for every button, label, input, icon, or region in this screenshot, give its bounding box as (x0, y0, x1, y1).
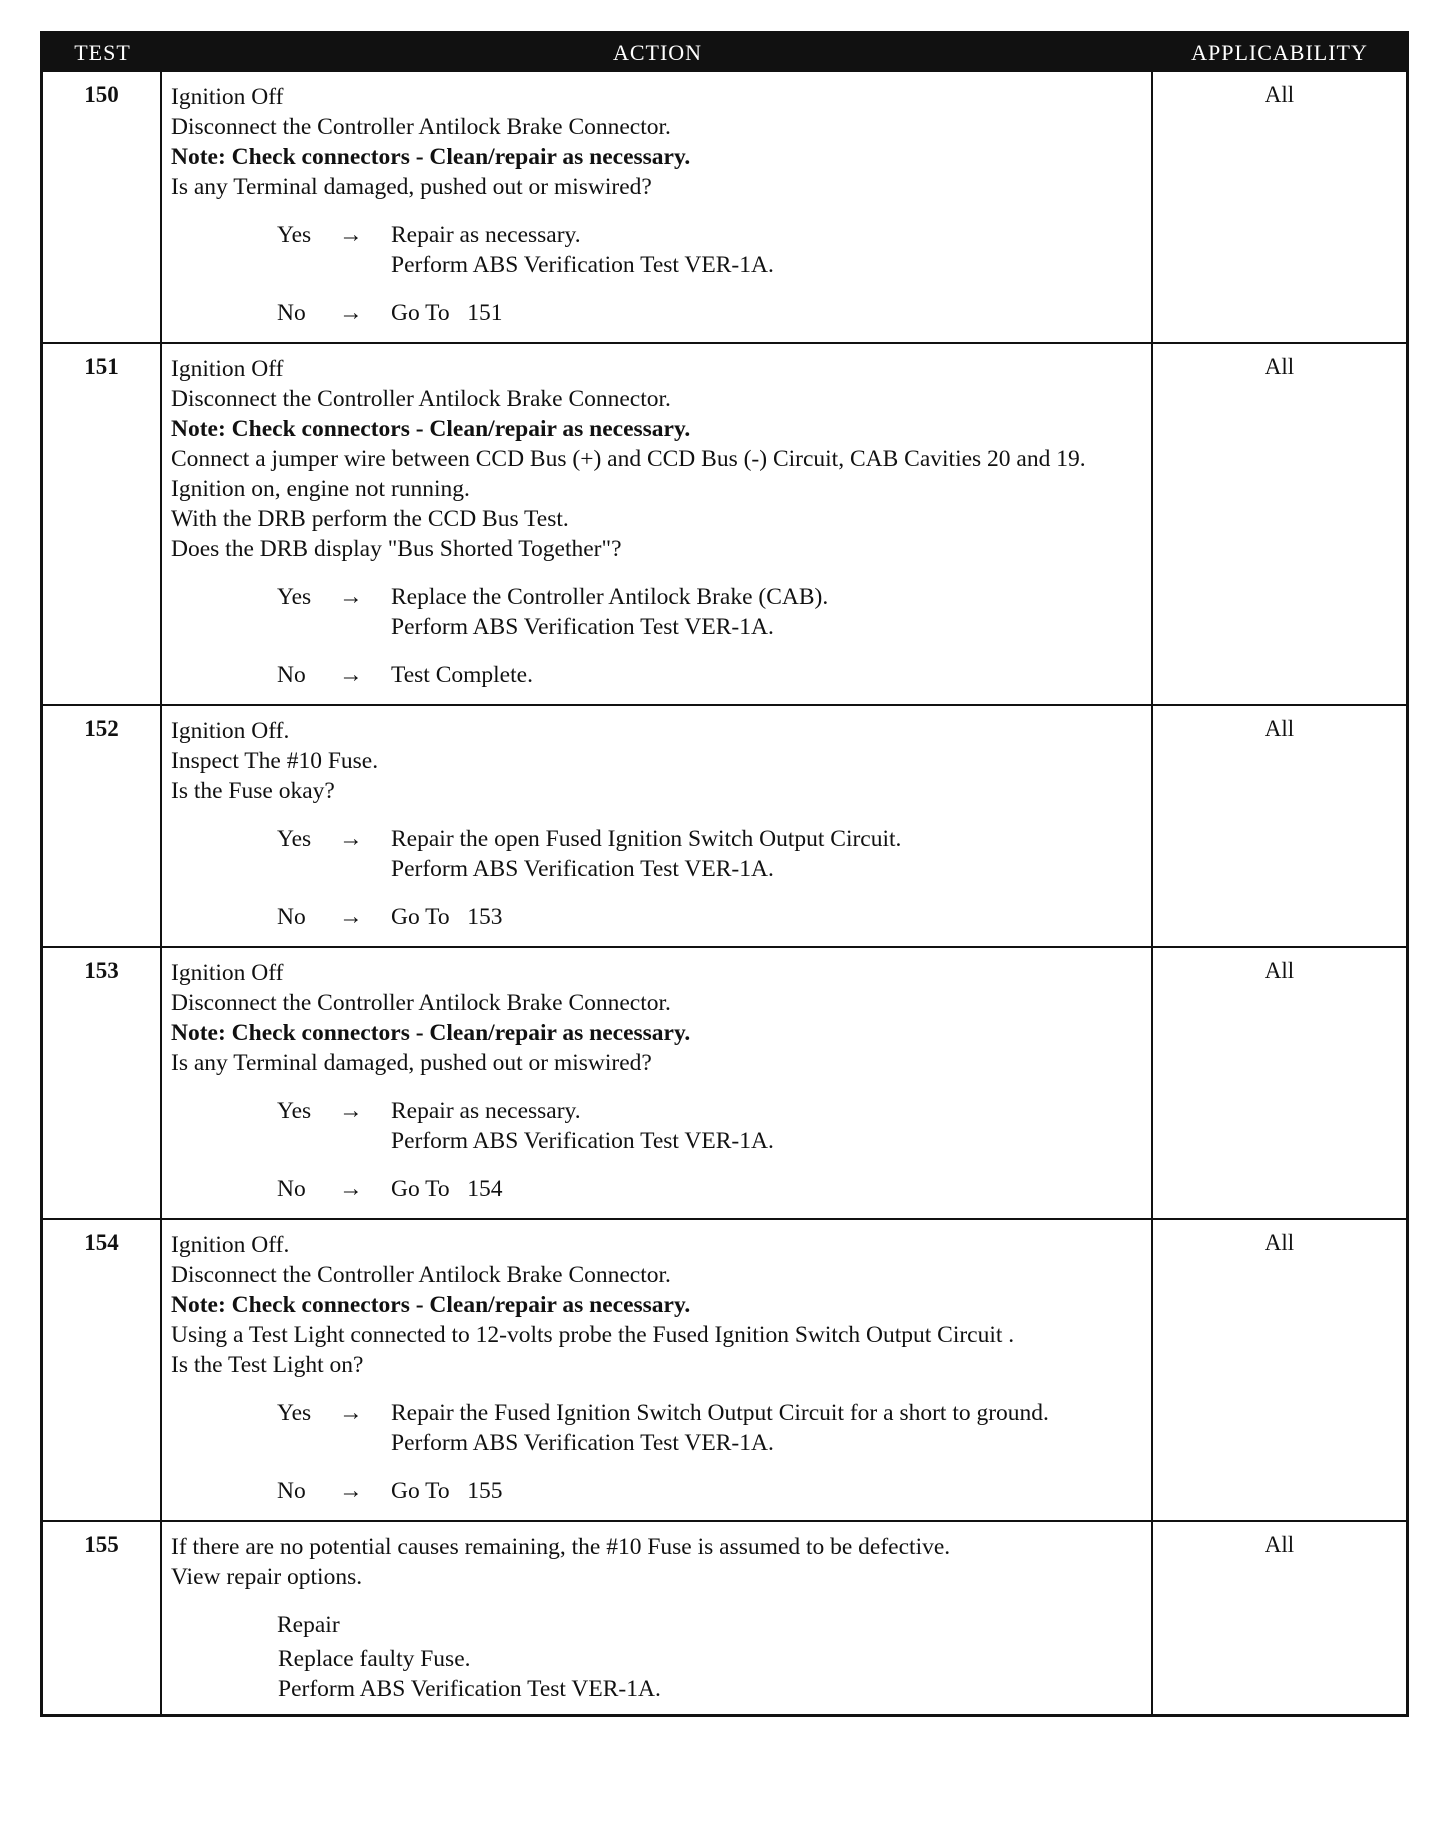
yes-option (171, 1096, 1143, 1156)
yes-line: Perform ABS Verification Test VER-1A. (391, 252, 774, 278)
action-options (171, 824, 1143, 932)
action-options (171, 1398, 1143, 1506)
action-line: Does the DRB display "Bus Shorted Together"? (171, 536, 622, 562)
yes-line: Perform ABS Verification Test VER-1A. (391, 1430, 774, 1456)
applicability-value: All (1264, 82, 1295, 107)
no-label: No (277, 1176, 306, 1202)
action-line: Is any Terminal damaged, pushed out or miswired? (171, 174, 652, 200)
test-number: 152 (43, 706, 162, 946)
arrow-icon: → (339, 300, 363, 326)
arrow-icon: → (339, 1176, 363, 1202)
header-test: TEST (74, 40, 131, 65)
no-option (171, 298, 1143, 328)
test-number: 150 (43, 72, 162, 342)
arrow-icon: → (339, 904, 363, 930)
action-line: Ignition on, engine not running. (171, 476, 470, 502)
arrow-icon: → (339, 1400, 363, 1426)
arrow-icon: → (339, 222, 363, 248)
no-text: Go To 155 (391, 1478, 503, 1504)
no-label: No (277, 300, 306, 326)
yes-text (391, 824, 1143, 884)
action-line: With the DRB perform the CCD Bus Test. (171, 506, 569, 532)
action-line: Ignition Off (171, 356, 284, 382)
header-applicability: APPLICABILITY (1191, 40, 1368, 65)
arrow-icon: → (339, 1098, 363, 1124)
yes-label: Yes (277, 584, 312, 610)
action-line: If there are no potential causes remaining, the #10 Fuse is assumed to be defective. (171, 1534, 951, 1560)
repair-options (278, 1644, 1143, 1704)
yes-option (171, 824, 1143, 884)
no-option (171, 660, 1143, 690)
action-line: Disconnect the Controller Antilock Brake Connector. (171, 114, 671, 140)
no-text: Go To 151 (391, 300, 503, 326)
yes-text (391, 220, 1143, 280)
yes-line: Replace the Controller Antilock Brake (CAB). (391, 584, 829, 610)
action-cell (162, 344, 1153, 704)
diagnostic-test-table (40, 31, 1409, 1717)
yes-text (391, 1096, 1143, 1156)
yes-option (171, 1398, 1143, 1458)
action-line: Ignition Off. (171, 718, 290, 744)
yes-text (391, 582, 1143, 642)
repair-line: Perform ABS Verification Test VER-1A. (278, 1676, 661, 1702)
action-line: Is any Terminal damaged, pushed out or miswired? (171, 1050, 652, 1076)
action-line: Is the Test Light on? (171, 1352, 364, 1378)
action-cell (162, 1522, 1153, 1714)
table-row (43, 72, 1406, 342)
applicability-value: All (1264, 958, 1295, 983)
table-row (43, 946, 1406, 1218)
table-header (43, 34, 1406, 72)
action-line: Disconnect the Controller Antilock Brake Connector. (171, 386, 671, 412)
table-row (43, 704, 1406, 946)
action-options (171, 220, 1143, 328)
no-label: No (277, 662, 306, 688)
action-line: Disconnect the Controller Antilock Brake Connector. (171, 1262, 671, 1288)
yes-line: Perform ABS Verification Test VER-1A. (391, 856, 774, 882)
no-label: No (277, 904, 306, 930)
no-text: Go To 154 (391, 1176, 503, 1202)
arrow-icon: → (339, 584, 363, 610)
repair-label: Repair (277, 1612, 340, 1638)
yes-label: Yes (277, 222, 312, 248)
yes-line: Repair the open Fused Ignition Switch Output Circuit. (391, 826, 902, 852)
yes-label: Yes (277, 1400, 312, 1426)
action-line: Inspect The #10 Fuse. (171, 748, 379, 774)
action-line: Disconnect the Controller Antilock Brake Connector. (171, 990, 671, 1016)
action-line: Ignition Off (171, 84, 284, 110)
yes-label: Yes (277, 826, 312, 852)
yes-line: Repair as necessary. (391, 1098, 581, 1124)
action-line: Ignition Off (171, 960, 284, 986)
table-row (43, 1218, 1406, 1520)
arrow-icon: → (339, 1478, 363, 1504)
table-row (43, 342, 1406, 704)
yes-line: Repair the Fused Ignition Switch Output Circuit for a short to ground. (391, 1400, 1049, 1426)
no-option (171, 1476, 1143, 1506)
no-option (171, 902, 1143, 932)
test-number: 155 (43, 1522, 162, 1714)
repair-line: Replace faulty Fuse. (278, 1646, 471, 1672)
yes-label: Yes (277, 1098, 312, 1124)
yes-line: Repair as necessary. (391, 222, 581, 248)
action-line: Is the Fuse okay? (171, 778, 335, 804)
arrow-icon: → (339, 826, 363, 852)
applicability-value: All (1264, 716, 1295, 741)
yes-option (171, 582, 1143, 642)
action-note: Note: Check connectors - Clean/repair as necessary. (171, 1292, 691, 1318)
header-action: ACTION (612, 40, 703, 65)
test-number: 153 (43, 948, 162, 1218)
applicability-value: All (1264, 1532, 1295, 1557)
action-line: Connect a jumper wire between CCD Bus (+) and CCD Bus (-) Circuit, CAB Cavities 20 and 19. (171, 446, 1086, 472)
yes-line: Perform ABS Verification Test VER-1A. (391, 614, 774, 640)
action-line: Using a Test Light connected to 12-volts probe the Fused Ignition Switch Output Circuit . (171, 1322, 1015, 1348)
no-label: No (277, 1478, 306, 1504)
test-number: 154 (43, 1220, 162, 1520)
action-note: Note: Check connectors - Clean/repair as necessary. (171, 416, 691, 442)
action-cell (162, 948, 1153, 1218)
arrow-icon: → (339, 662, 363, 688)
yes-line: Perform ABS Verification Test VER-1A. (391, 1128, 774, 1154)
action-cell (162, 72, 1153, 342)
action-line: Ignition Off. (171, 1232, 290, 1258)
yes-option (171, 220, 1143, 280)
test-number: 151 (43, 344, 162, 704)
action-options (171, 582, 1143, 690)
yes-text (391, 1398, 1143, 1458)
no-option (171, 1174, 1143, 1204)
action-note: Note: Check connectors - Clean/repair as necessary. (171, 1020, 691, 1046)
action-line: View repair options. (171, 1564, 363, 1590)
no-text: Test Complete. (391, 662, 533, 688)
table-row (43, 1520, 1406, 1714)
action-options (171, 1096, 1143, 1204)
applicability-value: All (1264, 1230, 1295, 1255)
action-cell (162, 706, 1153, 946)
no-text: Go To 153 (391, 904, 503, 930)
action-note: Note: Check connectors - Clean/repair as necessary. (171, 144, 691, 170)
table-body (43, 72, 1406, 1714)
action-cell (162, 1220, 1153, 1520)
applicability-value: All (1264, 354, 1295, 379)
